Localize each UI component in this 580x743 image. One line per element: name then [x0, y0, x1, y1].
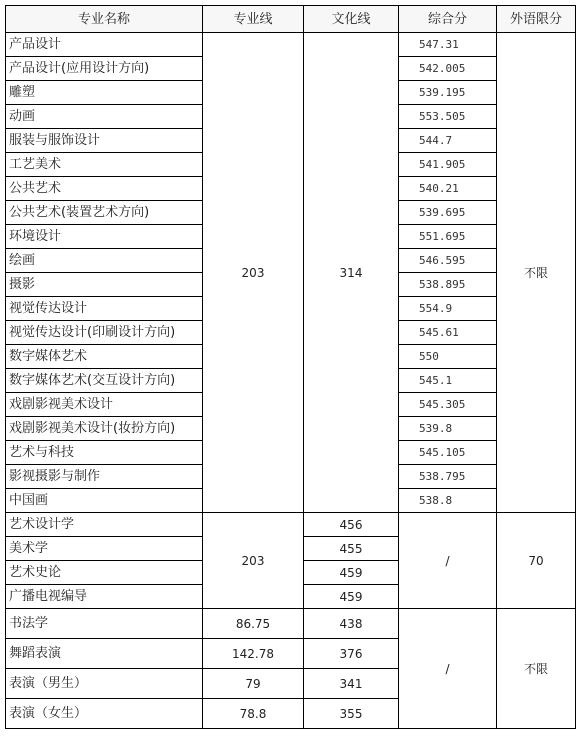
major-name: 公共艺术(装置艺术方向)	[6, 201, 203, 225]
major-name: 书法学	[6, 609, 203, 639]
major-name: 戏剧影视美术设计(妆扮方向)	[6, 417, 203, 441]
major-name: 工艺美术	[6, 153, 203, 177]
composite-score: 538.895	[399, 273, 497, 297]
composite-score: 547.31	[399, 33, 497, 57]
major-line: 79	[203, 669, 304, 699]
composite-score: 540.21	[399, 177, 497, 201]
header-major-name: 专业名称	[6, 6, 203, 33]
major-name: 艺术史论	[6, 561, 203, 585]
culture-line: 459	[304, 585, 399, 609]
major-name: 产品设计(应用设计方向)	[6, 57, 203, 81]
major-name: 环境设计	[6, 225, 203, 249]
culture-line: 376	[304, 639, 399, 669]
culture-line: 455	[304, 537, 399, 561]
group2-composite-score: /	[399, 513, 497, 609]
header-major-line: 专业线	[203, 6, 304, 33]
composite-score: 538.8	[399, 489, 497, 513]
major-name: 影视摄影与制作	[6, 465, 203, 489]
composite-score: 554.9	[399, 297, 497, 321]
composite-score: 545.305	[399, 393, 497, 417]
header-foreign-language-limit: 外语限分	[497, 6, 576, 33]
major-name: 雕塑	[6, 81, 203, 105]
major-name: 广播电视编导	[6, 585, 203, 609]
composite-score: 553.505	[399, 105, 497, 129]
group1-major-line: 203	[203, 33, 304, 513]
group1-foreign-limit: 不限	[497, 33, 576, 513]
major-name: 摄影	[6, 273, 203, 297]
group3-foreign-limit: 不限	[497, 609, 576, 729]
major-name: 绘画	[6, 249, 203, 273]
culture-line: 459	[304, 561, 399, 585]
major-name: 艺术设计学	[6, 513, 203, 537]
composite-score: 539.195	[399, 81, 497, 105]
major-name: 视觉传达设计	[6, 297, 203, 321]
composite-score: 539.695	[399, 201, 497, 225]
composite-score: 551.695	[399, 225, 497, 249]
major-name: 戏剧影视美术设计	[6, 393, 203, 417]
group3-composite-score: /	[399, 609, 497, 729]
composite-score: 538.795	[399, 465, 497, 489]
header-culture-line: 文化线	[304, 6, 399, 33]
admission-score-table	[5, 5, 576, 729]
culture-line: 456	[304, 513, 399, 537]
table-row	[6, 609, 576, 639]
major-line: 78.8	[203, 699, 304, 729]
table-row	[6, 513, 576, 537]
composite-score: 545.105	[399, 441, 497, 465]
major-name: 中国画	[6, 489, 203, 513]
group1-body	[6, 33, 576, 513]
table-header-row	[6, 6, 576, 33]
major-name: 公共艺术	[6, 177, 203, 201]
major-name: 数字媒体艺术(交互设计方向)	[6, 369, 203, 393]
major-line: 142.78	[203, 639, 304, 669]
composite-score: 542.005	[399, 57, 497, 81]
major-name: 舞蹈表演	[6, 639, 203, 669]
culture-line: 438	[304, 609, 399, 639]
composite-score: 550	[399, 345, 497, 369]
major-name: 数字媒体艺术	[6, 345, 203, 369]
major-name: 服装与服饰设计	[6, 129, 203, 153]
composite-score: 541.905	[399, 153, 497, 177]
group2-foreign-limit: 70	[497, 513, 576, 609]
group3-body	[6, 609, 576, 729]
group2-body	[6, 513, 576, 609]
composite-score: 545.1	[399, 369, 497, 393]
major-name: 视觉传达设计(印刷设计方向)	[6, 321, 203, 345]
group2-major-line: 203	[203, 513, 304, 609]
culture-line: 341	[304, 669, 399, 699]
composite-score: 546.595	[399, 249, 497, 273]
major-name: 艺术与科技	[6, 441, 203, 465]
major-name: 美术学	[6, 537, 203, 561]
major-name: 动画	[6, 105, 203, 129]
major-line: 86.75	[203, 609, 304, 639]
composite-score: 545.61	[399, 321, 497, 345]
culture-line: 355	[304, 699, 399, 729]
major-name: 产品设计	[6, 33, 203, 57]
composite-score: 544.7	[399, 129, 497, 153]
header-composite-score: 综合分	[399, 6, 497, 33]
major-name: 表演（女生）	[6, 699, 203, 729]
composite-score: 539.8	[399, 417, 497, 441]
table-row	[6, 33, 576, 57]
group1-culture-line: 314	[304, 33, 399, 513]
major-name: 表演（男生）	[6, 669, 203, 699]
